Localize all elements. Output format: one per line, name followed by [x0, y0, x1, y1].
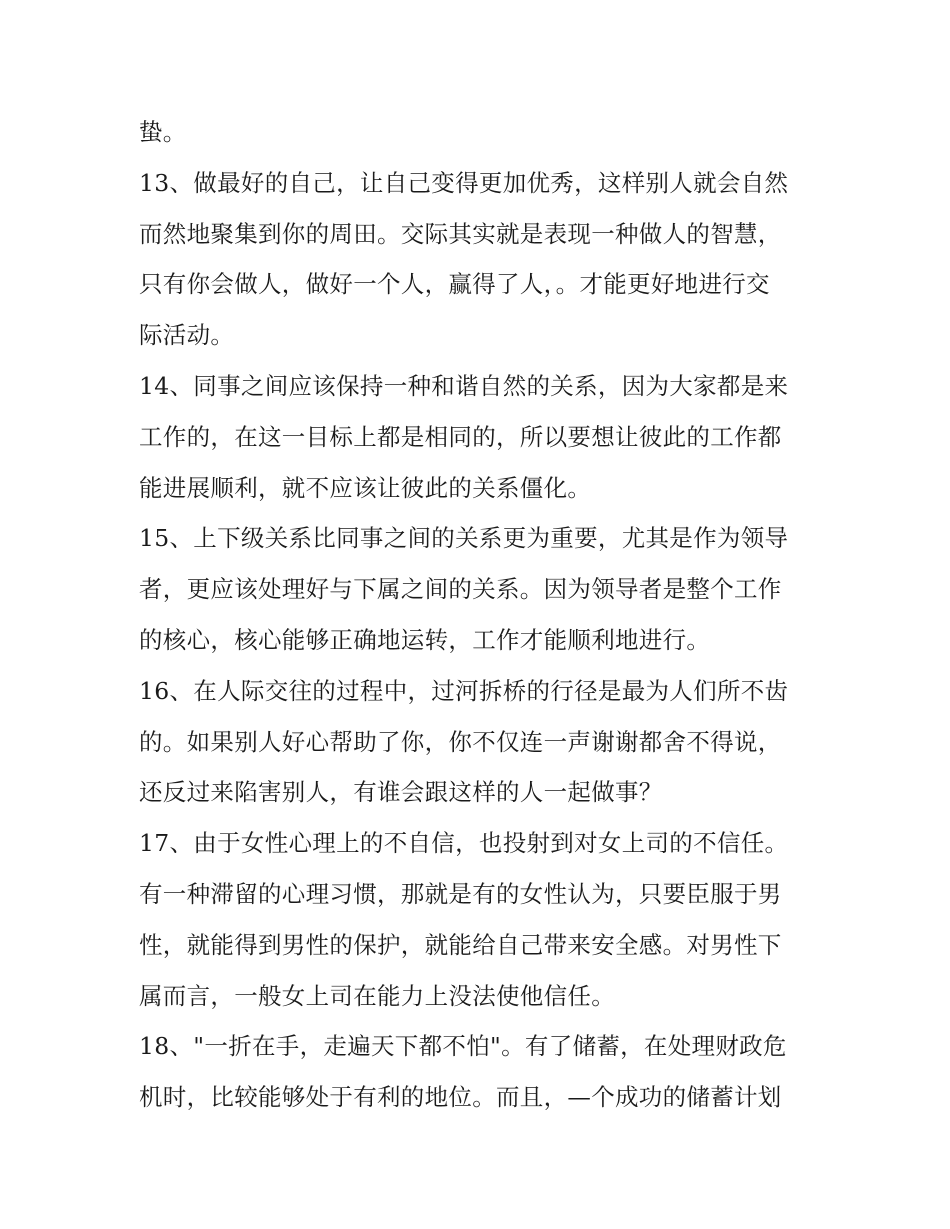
text-line: 还反过来陷害别人，有谁会跟这样的人一起做事？: [139, 778, 663, 807]
text-line: 18、"一折在手，走遍天下都不怕"。有了储蓄，在处理财政危: [139, 1032, 787, 1061]
text-line: 的。如果别人好心帮助了你，你不仅连一声谢谢都舍不得说，: [139, 727, 782, 756]
text-line: 而然地聚集到你的周田。交际其实就是表现一种做人的智慧，: [139, 219, 782, 248]
text-line: 15、上下级关系比同事之间的关系更为重要，尤其是作为领导: [139, 524, 789, 553]
text-line: 蛰。: [139, 118, 187, 146]
text-line: 工作的，在这一目标上都是相同的，所以要想让彼此的工作都: [139, 422, 782, 451]
text-line: 只有你会做人，做好一个人，赢得了人，。才能更好地进行交: [139, 270, 770, 299]
document-body: [139, 107, 819, 1123]
text-line: 有一种滞留的心理习惯，那就是有的女性认为，只要臣服于男: [139, 879, 782, 908]
text-line: 属而言，一般女上司在能力上没法使他信任。: [139, 981, 615, 1010]
text-line: 14、同事之间应该保持一种和谐自然的关系，因为大家都是来: [139, 371, 789, 400]
text-line: 的核心，核心能够正确地运转，工作才能顺利地进行。: [139, 625, 711, 654]
text-line: 者，更应该处理好与下属之间的关系。因为领导者是整个工作: [139, 575, 782, 604]
text-line: 性，就能得到男性的保护，就能给自己带来安全感。对男性下: [139, 930, 782, 959]
text-line: 能进展顺利，就不应该让彼此的关系僵化。: [139, 473, 592, 502]
text-line: 13、做最好的自己，让自己变得更加优秀，这样别人就会自然: [139, 168, 789, 197]
text-line: 际活动。: [139, 321, 235, 350]
text-line: 17、由于女性心理上的不自信，也投射到对女上司的不信任。: [139, 829, 789, 858]
text-line: 16、在人际交往的过程中，过河拆桥的行径是最为人们所不齿: [139, 676, 789, 705]
text-line: 机时，比较能够处于有利的地位。而且，—个成功的储蓄计划: [139, 1083, 782, 1112]
